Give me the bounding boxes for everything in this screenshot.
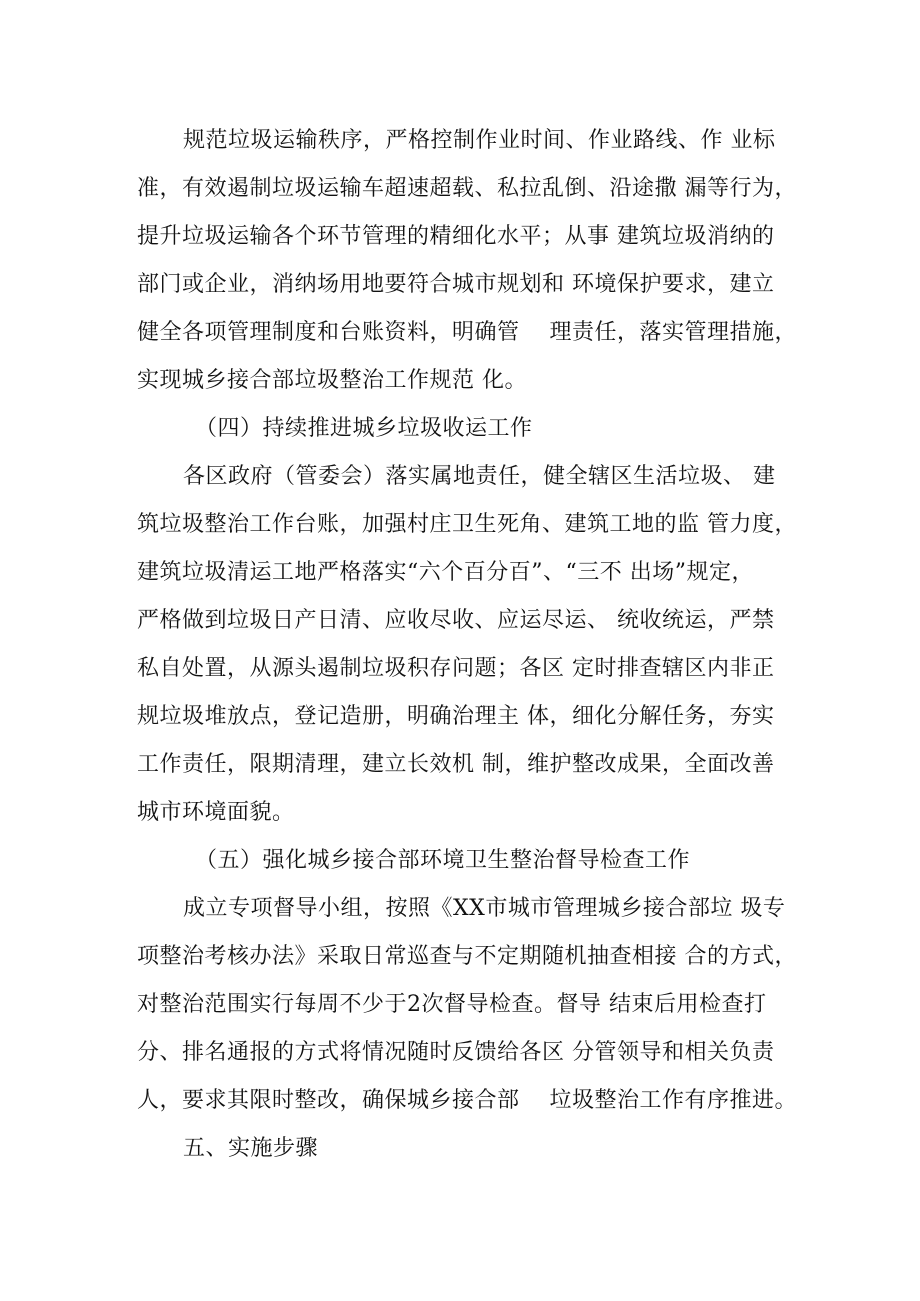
paragraph-line: 实现城乡接合部垃圾整治工作规范 化。 bbox=[137, 368, 527, 393]
paragraph-line: 私自处置，从源头遏制垃圾积存问题；各区 定时排查辖区内非正 bbox=[137, 656, 775, 681]
paragraph-line: 各区政府（管委会）落实属地责任，健全辖区生活垃圾、 建 bbox=[183, 464, 776, 489]
paragraph-line: 项整治考核办法》采取日常巡查与不定期随机抽查相接 合的方式， bbox=[137, 944, 797, 969]
section-heading: （四）持续推进城乡垃圾收运工作 bbox=[195, 416, 533, 441]
paragraph-line: 健全各项管理制度和台账资料，明确管 理责任，落实管理措施， bbox=[137, 320, 797, 345]
paragraph-line: 部门或企业，消纳场用地要符合城市规划和 环境保护要求，建立 bbox=[137, 272, 775, 297]
chapter-heading: 五、实施步骤 bbox=[183, 1136, 319, 1161]
paragraph-line: 规垃圾堆放点，登记造册，明确治理主 体，细化分解任务，夯实 bbox=[137, 704, 775, 729]
paragraph-line: 准，有效遏制垃圾运输车超速超载、私拉乱倒、沿途撒 漏等行为， bbox=[137, 176, 797, 201]
paragraph-line: 城市环境面貌。 bbox=[137, 800, 295, 825]
paragraph-line: 建筑垃圾清运工地严格落实“六个百分百”、“三不 出场”规定， bbox=[137, 560, 754, 585]
paragraph-line: 筑垃圾整治工作台账，加强村庄卫生死角、建筑工地的监 管力度， bbox=[137, 512, 797, 537]
paragraph-line: 成立专项督导小组，按照《XX市城市管理城乡接合部垃 圾专 bbox=[183, 896, 786, 921]
section-heading: （五）强化城乡接合部环境卫生整治督导检查工作 bbox=[195, 848, 691, 873]
paragraph-line: 工作责任，限期清理，建立长效机 制，维护整改成果，全面改善 bbox=[137, 752, 775, 777]
paragraph-line: 对整治范围实行每周不少于2次督导检查。督导 结束后用检查打 bbox=[137, 992, 767, 1017]
paragraph-line: 规范垃圾运输秩序，严格控制作业时间、作业路线、作 业标 bbox=[183, 128, 776, 153]
paragraph-line: 分、排名通报的方式将情况随时反馈给各区 分管领导和相关负责 bbox=[137, 1040, 775, 1065]
paragraph-line: 严格做到垃圾日产日清、应收尽收、应运尽运、 统收统运，严禁 bbox=[137, 608, 775, 633]
paragraph-line: 提升垃圾运输各个环节管理的精细化水平；从事 建筑垃圾消纳的 bbox=[137, 224, 775, 249]
paragraph-line: 人，要求其限时整改，确保城乡接合部 垃圾整治工作有序推进。 bbox=[137, 1088, 797, 1113]
